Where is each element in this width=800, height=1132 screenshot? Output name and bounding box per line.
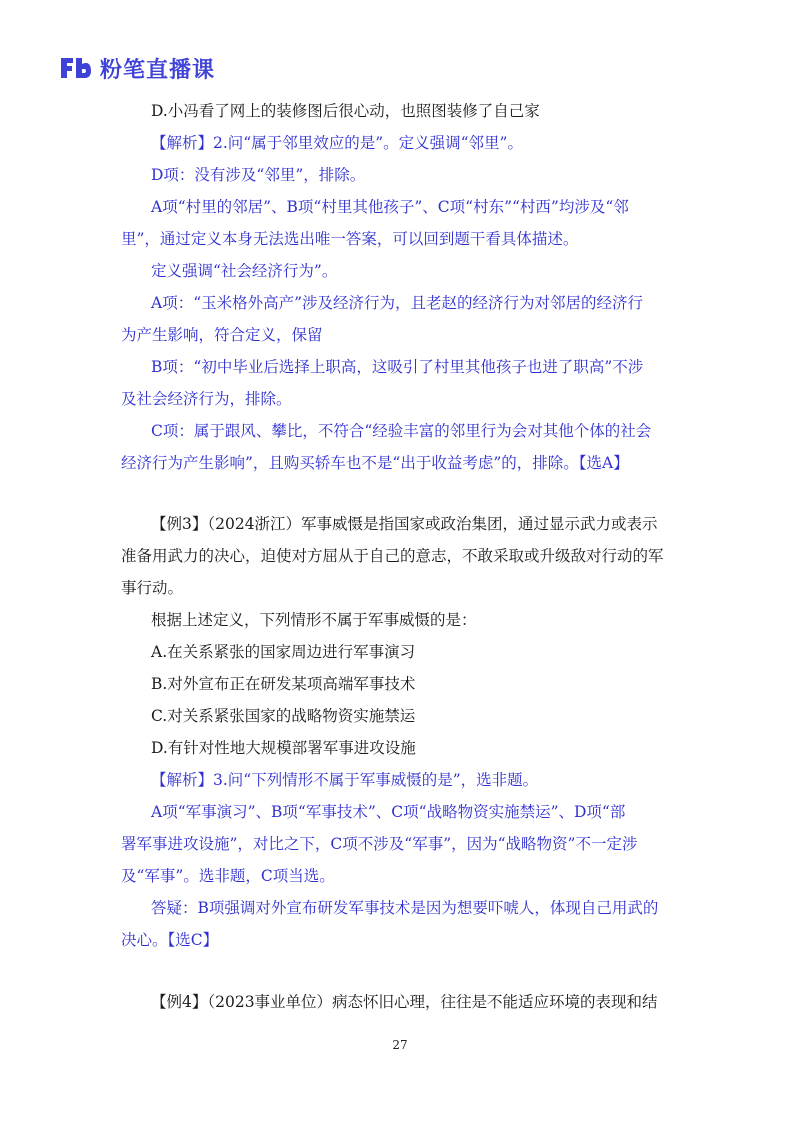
analysis-line: C项：属于跟风、攀比，不符合“经验丰富的邻里行为会对其他个体的社会 [151,422,652,440]
question-stem: 事行动。 [121,579,184,597]
analysis-line: 为产生影响，符合定义，保留 [121,326,323,344]
analysis-line: D项：没有涉及“邻里”，排除。 [151,166,366,184]
analysis-line: 里”，通过定义本身无法选出唯一答案，可以回到题干看具体描述。 [121,230,579,248]
question-stem: 准备用武力的决心，迫使对方屈从于自己的意志，不敢采取或升级敌对行动的军 [121,547,664,565]
analysis-line: A项“村里的邻居”、B项“村里其他孩子”、C项“村东”“村西”均涉及“邻 [151,198,629,216]
analysis-line: 定义强调“社会经济行为”。 [151,262,338,280]
analysis-line: 及“军事”。选非题，C项当选。 [121,867,335,885]
fb-logo-icon [58,55,92,81]
analysis-line: 经济行为产生影响”，且购买轿车也不是“出于收益考虑”的，排除。【选A】 [121,454,629,472]
analysis-line: A项“军事演习”、B项“军事技术”、C项“战略物资实施禁运”、D项“部 [151,803,626,821]
brand-text: 粉笔直播课 [100,57,216,83]
option-d: D.有针对性地大规模部署军事进攻设施 [151,739,416,757]
analysis-line: 【解析】3.问“下列情形不属于军事威慑的是”，选非题。 [151,771,539,789]
option-b: B.对外宣布正在研发某项高端军事技术 [151,675,416,693]
analysis-line: A项：“玉米格外高产”涉及经济行为，且老赵的经济行为对邻居的经济行 [151,294,644,312]
analysis-line: 署军事进攻设施”，对比之下，C项不涉及“军事”，因为“战略物资”不一定涉 [121,835,638,853]
analysis-line: 及社会经济行为，排除。 [121,390,292,408]
question-prompt: 根据上述定义，下列情形不属于军事威慑的是： [151,611,477,629]
brand-logo [58,52,215,84]
question-stem: 【例3】（2024浙江）军事威慑是指国家或政治集团，通过显示武力或表示 [151,515,658,533]
answer-note-line: 答疑：B项强调对外宣布研发军事技术是因为想要吓唬人，体现自己用武的 [151,899,659,917]
page-number: 27 [392,1038,408,1052]
answer-note-line: 决心。【选C】 [121,931,219,949]
option-d-line: D.小冯看了网上的装修图后很心动，也照图装修了自己家 [151,102,540,120]
option-a: A.在关系紧张的国家周边进行军事演习 [151,643,416,661]
analysis-line: 【解析】2.问“属于邻里效应的是”。定义强调“邻里”。 [151,134,523,152]
analysis-line: B项：“初中毕业后选择上职高，这吸引了村里其他孩子也进了职高”不涉 [151,358,644,376]
option-c: C.对关系紧张国家的战略物资实施禁运 [151,707,416,725]
question-stem: 【例4】（2023事业单位）病态怀旧心理，往往是不能适应环境的表现和结 [151,993,658,1011]
